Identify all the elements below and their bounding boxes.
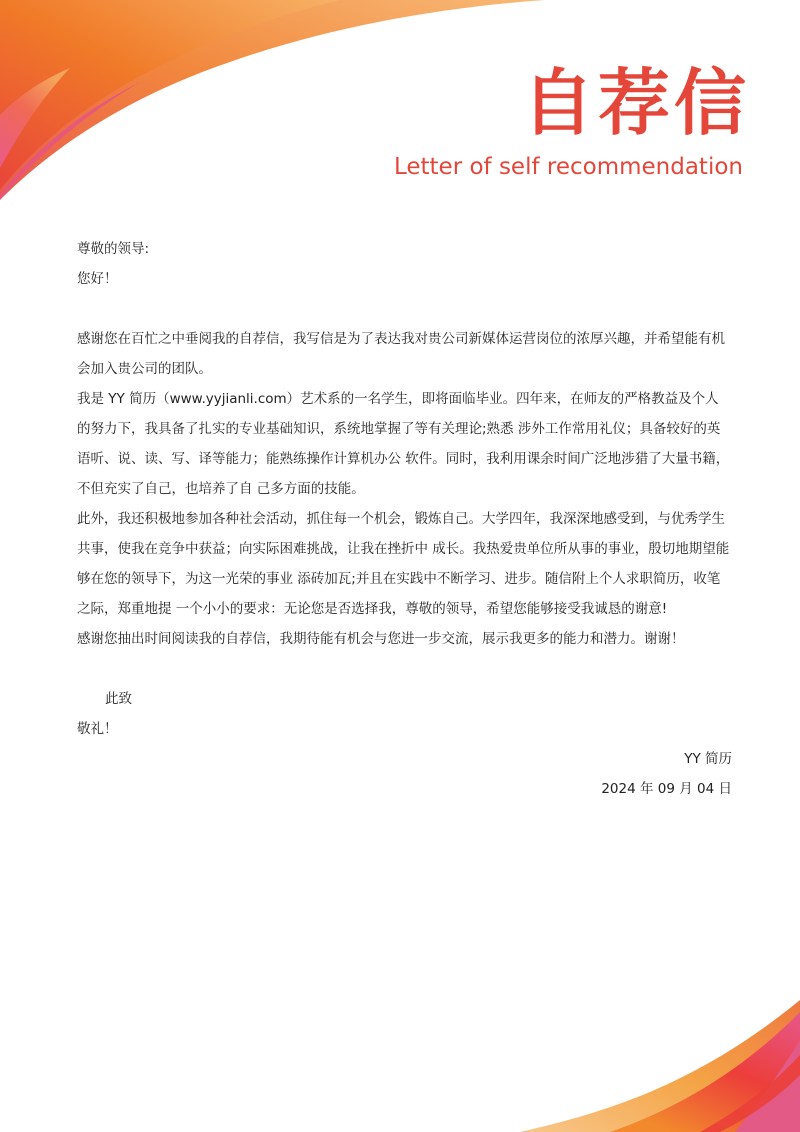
closing-line-2: 敬礼！	[77, 721, 118, 737]
paragraph-background: 我是 YY 简历（www.yyjianli.com）艺术系的一名学生，即将面临毕业。四年来，在师友的严格教益及个人的努力下，我具备了扎实的专业基础知识，系统地掌握了等有关理论;熟悉 涉外工作常用礼仪；具备较好的英语听、说、读、写、译等能力；能熟练操作计算机办公 软件。同时，我利用课余时间广泛地涉猎了大量书籍，不但充实了自己，也培养了自 己多方面的技能。	[77, 391, 730, 497]
spacer	[77, 654, 732, 684]
paragraph-activities: 此外，我还积极地参加各种社会活动，抓住每一个机会，锻炼自己。大学四年，我深深地感受到，与优秀学生共事，使我在竞争中获益；向实际困难挑战，让我在挫折中 成长。我热爱贵单位所从事的事业，殷切地期望能够在您的领导下，为这一光荣的事业 添砖加瓦;并且在实践中不断学习、进步。随信附上个人求职简历，收笔之际，郑重地提 一个小小的要求：无论您是否选择我，尊敬的领导，希望您能够接受我诚恳的谢意!	[77, 511, 730, 617]
page-subtitle: Letter of self recommendation	[393, 154, 743, 180]
greeting: 您好！	[77, 271, 118, 287]
paragraph-intro: 感谢您在百忙之中垂阅我的自荐信，我写信是为了表达我对贵公司新媒体运营岗位的浓厚兴趣，并希望能有机会加入贵公司的团队。	[77, 331, 725, 377]
spacer	[77, 294, 732, 324]
page-title: 自荐信	[521, 61, 750, 145]
paragraph-thanks: 感谢您抽出时间阅读我的自荐信，我期待能有机会与您进一步交流，展示我更多的能力和潜力。谢谢！	[77, 631, 685, 647]
signature: YY 简历	[684, 751, 732, 767]
closing-line-1: 此致	[105, 691, 132, 707]
letter-body	[77, 234, 732, 804]
date: 2024 年 09 月 04 日	[601, 781, 732, 797]
salutation: 尊敬的领导:	[77, 241, 150, 257]
